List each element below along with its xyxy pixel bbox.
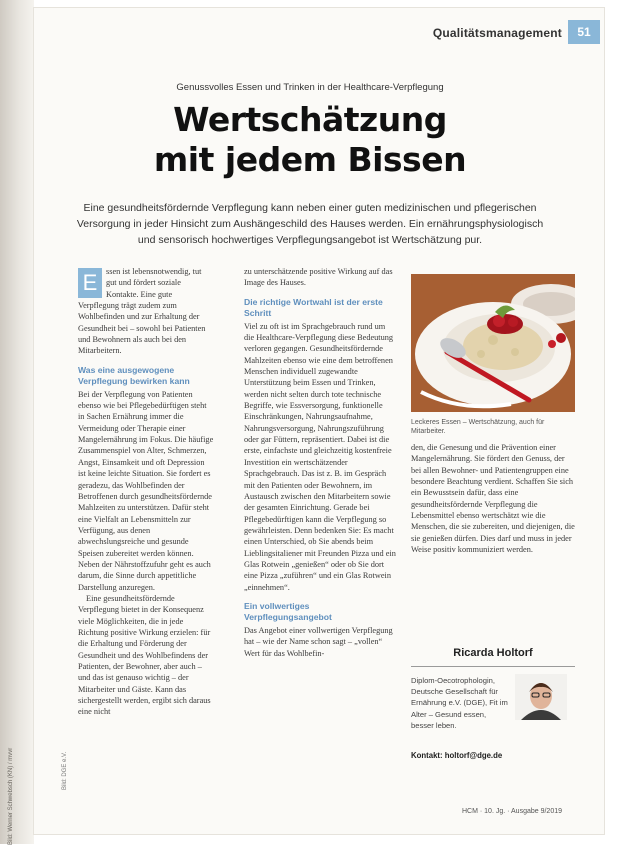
photo-credit: Bild: DGE e.V. xyxy=(62,751,68,790)
title-line-1: Wertschätzung xyxy=(173,100,447,139)
food-photo xyxy=(411,274,575,412)
paragraph: Bei der Verpflegung von Patienten ebenso wie bei Pflegebedürftigen steht in Sachen Ernährung immer die Vermeidung oder Therapie einer Mangelernährung im Fokus. Die häufige Zusammenspiel von Alter, Schmerzen, Angst, Einsamkeit und oft Depression ist keine leichte Situation. Sie fordert es geradezu, das Wohlbefinden der Betroffenen durch gesundheitsfördernde Mahlzeiten zu unterstützen. Dafür steht eine Vielfalt an Lebensmitteln zur Verfügung, aus denen abwechslungsreiche und gesunde Speisen zubereitet werden können. Neben der Nährstoffzufuhr geht es auch darum, die Sinne durch appetitliche Darstellung anzuregen. xyxy=(78,389,214,592)
photo-caption: Leckeres Essen – Wertschätzung, auch für Mitarbeiter. xyxy=(411,419,545,435)
body-column-1 xyxy=(78,266,214,718)
subheading: Was eine ausgewogene Verpflegung bewirken kann xyxy=(78,364,190,386)
divider xyxy=(411,666,575,667)
body-column-2 xyxy=(244,266,396,659)
paragraph: Viel zu oft ist im Sprachgebrauch rund um die Healthcare-Verpflegung diese Bedeutung verloren gegangen. Gesundheitsfördernde Mahlzeiten ebenso wie eine dem betroffenen Menschen individuell zugewandte Unterstützung beim Essen und Trinken, werden nicht selten durch tote technische Begriffe, wie Essversorgung, funktionelle Einschränkungen, Nahrungsaufnahme, Nahrungsversorgung, Nahrungszuführung oder gar Füttern, repräsentiert. Dabei ist die erste, einfachste und gleichzeitig kostenfreie Investition ein wertschätzender Sprachgebrauch. Das ist z. B. im Gespräch mit den Patienten oder Bewohnern, im Austausch zwischen den Mitarbeitern sowie der gesamten Einrichtung. Gerade bei Pflegebedürftigen kann die Verpflegung so gewährleisten. Denn bedenken Sie: Es macht einen Unterschied, ob Sie abends beim Lieblingsitaliener mit Freunden Pizza und ein Glas Rotwein „genießen“ oder ob Sie dort eine Pizza „zuführen“ und ein Glas Rotwein „einnehmen“. xyxy=(244,321,396,592)
page-footer: HCM · 10. Jg. · Ausgabe 9/2019 xyxy=(462,808,562,815)
paragraph: zu unterschätzende positive Wirkung auf das Image des Hauses. xyxy=(244,267,393,288)
subheading: Ein vollwertiges Verpflegungsangebot xyxy=(244,600,332,622)
paragraph: ssen ist lebensnotwendig, tut gut und fördert soziale Kontakte. Eine gute Verpflegung trägt zudem zum Wohlbefinden und zur Erhaltung der Gesundheit bei – sowohl bei Patienten und Bewohnern als auch bei den Mitarbeitern. xyxy=(78,267,206,356)
article-lead: Eine gesundheitsfördernde Verpflegung kann neben einer guten medizinischen und pflegerischen Versorgung in jeder Hinsicht zum Aushängeschild des Hauses werden. Ein ernährungsphysiologisch und sensorisch hochwertiges Verpflegungsangebot ist Wertschätzung pur. xyxy=(76,202,544,246)
author-name: Ricarda Holtorf xyxy=(453,647,533,659)
article-title xyxy=(0,100,620,180)
paragraph: den, die Genesung und die Prävention einer Mangelernährung. Sie fördert den Genuss, der bei allen Bewohner- und Patientengruppen eine besondere Beachtung verdient. Schaffen Sie sich ein Bewusstsein dafür, dass eine gesundheitsfördernde Verpflegung die Lebensmittel ebenso wertschätzt wie die Menschen, die sie zubereiten, und diejenigen, die sie genießen dürfen. Dies darf und muss in jeder Weise positiv kommuniziert werden. xyxy=(411,443,575,555)
section-header: Qualitätsmanagement xyxy=(432,26,562,40)
author-avatar xyxy=(515,674,567,720)
title-line-2: mit jedem Bissen xyxy=(153,140,467,179)
author-contact: Kontakt: holtorf@dge.de xyxy=(411,751,503,760)
author-bio: Diplom-Oecotrophologin, Deutsche Gesellschaft für Ernährung e.V. (DGE), Fit im Alter – Gesund essen, besser leben. xyxy=(411,676,508,730)
body-column-3 xyxy=(411,442,575,555)
paragraph: Eine gesundheitsfördernde Verpflegung bietet in der Konsequenz viele Möglichkeiten, die in jede Richtung positive Wirkung erzielen: für die Erhaltung und Förderung der Gesundheit und des Wohlbefindens der Patienten, der Bewohner, aber auch – und das ist genauso wichtig – der Mitarbeiter und Gäste. Kann das sichergestellt werden, ergibt sich daraus eine nicht xyxy=(78,593,211,717)
spine-text: Bild: Werner Schwebsch (KN) / mvvr xyxy=(8,747,14,845)
subheading: Die richtige Wortwahl ist der erste Schritt xyxy=(244,296,383,318)
drop-cap: E xyxy=(78,268,102,298)
page-number-badge: 51 xyxy=(568,20,600,44)
paragraph: Das Angebot einer vollwertigen Verpflegung hat – wie der Name schon sagt – „vollen“ Wert für das Wohlbefin- xyxy=(244,625,393,658)
article-kicker: Genussvolles Essen und Trinken in der Healthcare-Verpflegung xyxy=(176,82,444,93)
